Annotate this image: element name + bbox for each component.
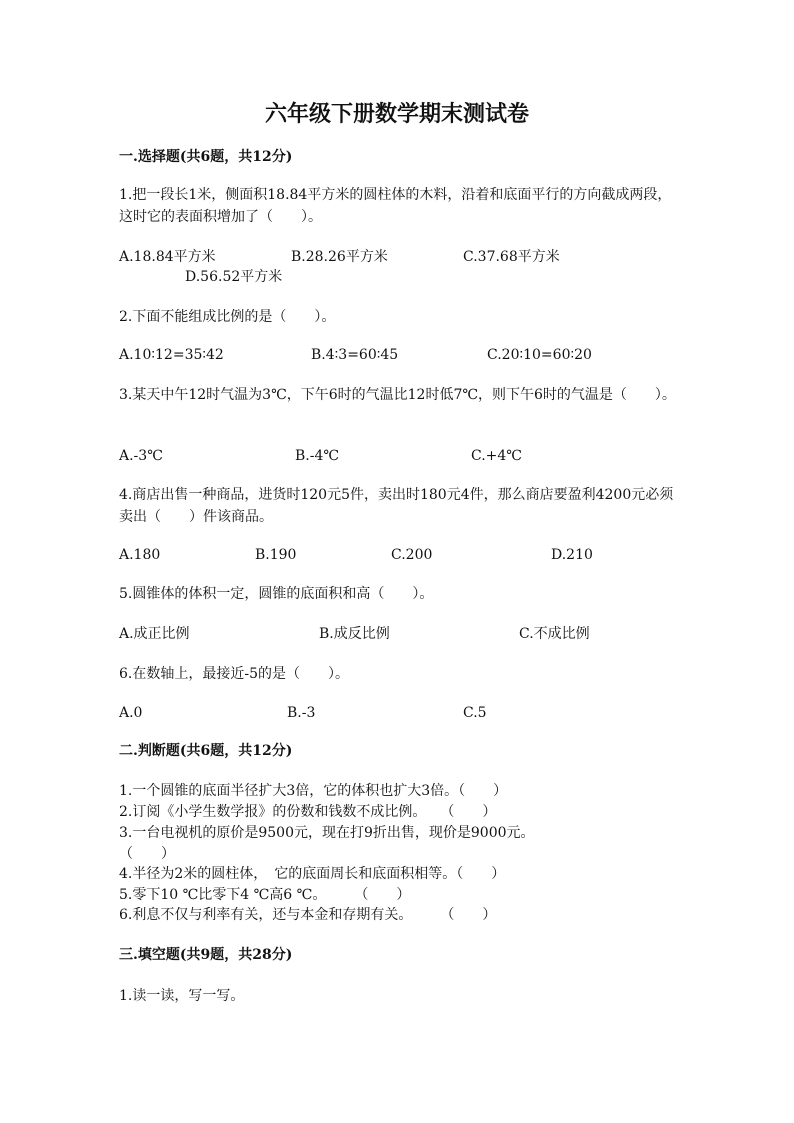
question-3-text: 3.某天中午12时气温为3℃，下午6时的气温比12时低7℃，则下午6时的气温是（ ）。 xyxy=(119,387,676,403)
judgment-item-1: 1.一个圆锥的底面半径扩大3倍，它的体积也扩大3倍。（ ） xyxy=(119,783,508,799)
question-1-text: 1.把一段长1米，侧面积18.84平方米的圆柱体的木料，沿着和底面平行的方向截成两段，这时它的表面积增加了（ ）。 xyxy=(119,187,672,225)
judgment-item-6: 6.利息不仅与利率有关，还与本金和存期有关。 （ ） xyxy=(119,907,497,923)
q4-option-b: B.190 xyxy=(255,547,297,563)
q5-option-b: B.成反比例 xyxy=(319,626,390,642)
q6-option-a: A.0 xyxy=(119,705,143,721)
q3-option-c: C.+4℃ xyxy=(471,448,522,464)
question-4-text: 4.商店出售一种商品，进货时120元5件，卖出时180元4件，那么商店要盈利4200元必须卖出（ ）件该商品。 xyxy=(119,487,674,525)
q1-option-c: C.37.68平方米 xyxy=(463,249,560,265)
q2-option-a: A.10∶12=35∶42 xyxy=(119,347,224,363)
judgment-item-3: 3.一台电视机的原价是9500元，现在打9折出售，现价是9000元。 xyxy=(119,825,535,841)
q5-option-a: A.成正比例 xyxy=(119,626,190,642)
q6-option-b: B.-3 xyxy=(287,705,316,721)
q5-option-c: C.不成比例 xyxy=(519,626,590,642)
q4-option-c: C.200 xyxy=(391,547,433,563)
q4-option-d: D.210 xyxy=(551,547,593,563)
q3-option-a: A.-3℃ xyxy=(119,448,163,464)
question-2-text: 2.下面不能组成比例的是（ ）。 xyxy=(119,309,336,325)
judgment-item-3-answer: （ ） xyxy=(119,846,175,862)
section-heading-choice: 一.选择题(共6题，共12分) xyxy=(119,149,293,165)
fill-blank-item-1: 1.读一读，写一写。 xyxy=(119,988,245,1004)
q3-option-b: B.-4℃ xyxy=(295,448,340,464)
page-title: 六年级下册数学期末测试卷 xyxy=(264,101,529,127)
q2-option-c: C.20∶10=60∶20 xyxy=(487,347,592,363)
judgment-item-4: 4.半径为2米的圆柱体， 它的底面周长和底面积相等。（ ） xyxy=(119,866,506,882)
q1-option-a: A.18.84平方米 xyxy=(119,249,216,265)
q1-option-b: B.28.26平方米 xyxy=(291,249,388,265)
question-6-text: 6.在数轴上，最接近-5的是（ ）。 xyxy=(119,666,349,682)
q2-option-b: B.4∶3=60∶45 xyxy=(311,347,399,363)
question-5-text: 5.圆锥体的体积一定，圆锥的底面积和高（ ）。 xyxy=(119,586,434,602)
q4-option-a: A.180 xyxy=(119,547,161,563)
q1-option-d: D.56.52平方米 xyxy=(185,269,283,285)
judgment-item-2: 2.订阅《小学生数学报》的份数和钱数不成比例。 （ ） xyxy=(119,804,497,820)
q6-option-c: C.5 xyxy=(463,705,487,721)
section-heading-fill-blank: 三.填空题(共9题，共28分) xyxy=(119,947,293,963)
judgment-item-5: 5.零下10 ℃比零下4 ℃高6 ℃。 （ ） xyxy=(119,887,411,903)
section-heading-judgment: 二.判断题(共6题，共12分) xyxy=(119,743,293,759)
